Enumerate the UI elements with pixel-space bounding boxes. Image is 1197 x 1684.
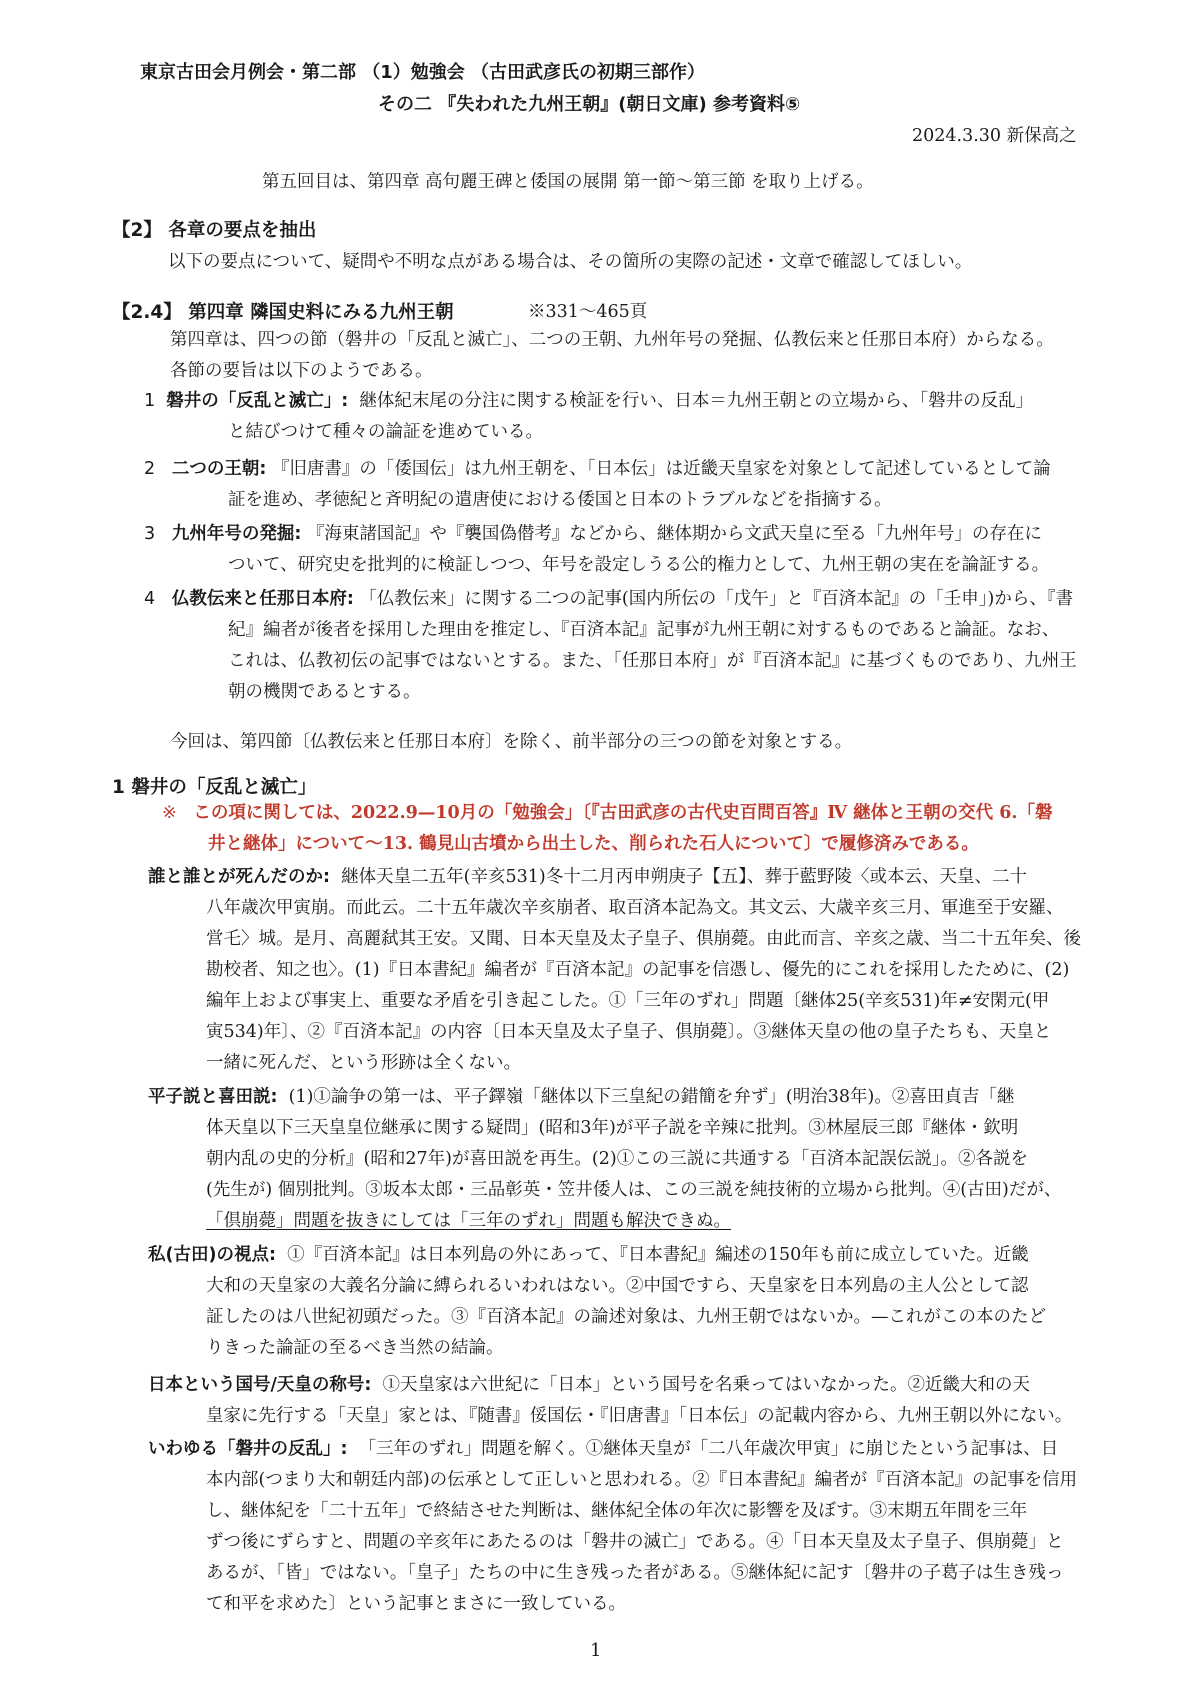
item-label: 九州年号の発掘:	[171, 524, 302, 544]
entry-label: 平子説と喜田説:	[148, 1087, 278, 1107]
entry-line: (先生が) 個別批判。③坂本太郎・三品彰英・笠井倭人は、この三説を純技術的立場から批判。④(古田)だが、	[206, 1180, 1062, 1200]
entry-furuta-view	[148, 1240, 1046, 1364]
header-title-line1: 東京古田会月例会・第二部 （1）勉強会 （古田武彦氏の初期三部作）	[140, 62, 706, 83]
item-3	[144, 519, 1144, 581]
entry-line: 大和の天皇家の大義名分論に縛られるいわれはない。②中国ですら、天皇家を日本列島の主人公として認	[206, 1276, 1029, 1296]
entry-hiraiko-kita	[148, 1082, 1061, 1237]
entry-label: 私(古田)の視点:	[148, 1245, 276, 1265]
entry-line: て和平を求めた〕という記事とまさに一致している。	[206, 1594, 626, 1614]
note-line: この項に関しては、2022.9—10月の「勉強会」〔『古田武彦の古代史百問百答』Ⅳ 継体と王朝の交代 6.「磐	[193, 803, 1053, 823]
item-label: 磐井の「反乱と滅亡」:	[166, 391, 349, 411]
entry-label: いわゆる「磐井の反乱」:	[148, 1439, 348, 1459]
item-1	[144, 386, 1144, 448]
item-line: 継体紀末尾の分注に関する検証を行い、日本＝九州王朝との立場から、「磐井の反乱」	[359, 391, 1034, 411]
section-2-heading: 【2】 各章の要点を抽出	[112, 220, 317, 241]
part-1-note	[162, 798, 1053, 860]
entry-who-died	[148, 862, 1081, 1079]
entry-line: 「三年のずれ」問題を解く。①継体天皇が「二八年歳次甲寅」に崩じたという記事は、日	[358, 1439, 1059, 1459]
item-number: 2	[144, 459, 156, 479]
item-line: と結びつけて種々の論証を進めている。	[228, 422, 543, 442]
item-number: 3	[144, 524, 156, 544]
entry-line: ①天皇家は六世紀に「日本」という国号を名乗ってはいなかった。②近畿大和の天	[382, 1375, 1031, 1395]
entry-line: 証したのは八世紀初頭だった。③『百済本記』の論述対象は、九州王朝ではないか。—これがこの本のたど	[206, 1307, 1046, 1327]
section-24-line: 第四章は、四つの節（磐井の「反乱と滅亡」、二つの王朝、九州年号の発掘、仏教伝来と任那日本府）からなる。	[170, 330, 1054, 350]
entry-label: 誰と誰とが死んだのか:	[148, 867, 330, 887]
section-24-heading: 【2.4】 第四章 隣国史料にみる九州王朝	[112, 302, 454, 323]
entry-line: 本内部(つまり大和朝廷内部)の伝承として正しいと思われる。②『日本書紀』編者が『百済本記』の記事を信用	[206, 1470, 1078, 1490]
item-line: 『海東諸国記』や『襲国偽僣考』などから、継体期から文武天皇に至る「九州年号」の存在に	[306, 524, 1042, 544]
item-label: 仏教伝来と任那日本府:	[171, 589, 354, 609]
section-2-text: 以下の要点について、疑問や不明な点がある場合は、その箇所の実際の記述・文章で確認してほしい。	[168, 252, 973, 272]
entry-line: 皇家に先行する「天皇」家とは、『随書』俀国伝・『旧唐書』「日本伝」の記載内容から、九州王朝以外にない。	[206, 1406, 1073, 1426]
section-24-pages: ※331～465頁	[528, 302, 648, 322]
entry-country-name	[148, 1370, 1072, 1432]
item-line: これは、仏教初伝の記事ではないとする。また、「任那日本府」が『百済本記』に基づくものであり、九州王	[228, 651, 1077, 671]
item-line: 紀』編者が後者を採用した理由を推定し、『百済本記』記事が九州王朝に対するものであると論証。なお、	[228, 620, 1060, 640]
entry-line: りきった論証の至るべき当然の結論。	[206, 1338, 504, 1358]
scope-note: 今回は、第四節〔仏教伝来と任那日本府〕を除く、前半部分の三つの節を対象とする。	[170, 732, 853, 752]
note-line: 井と継体」について～13. 鶴見山古墳から出土した、削られた石人について〕で履修済みである。	[208, 834, 979, 854]
entry-line: 朝内乱の史的分析』(昭和27年)が喜田説を再生。(2)①この三説に共通する「百済本記誤伝説」。②各説を	[206, 1149, 1028, 1169]
item-line: 「仏教伝来」に関する二つの記事(国内所伝の「戊午」と『百済本記』の「壬申」)から、『書	[359, 589, 1074, 609]
item-line: 証を進め、孝徳紀と斉明紀の遣唐使における倭国と日本のトラブルなどを指摘する。	[228, 490, 892, 510]
section-24-line: 各節の要旨は以下のようである。	[170, 361, 433, 381]
entry-line: (1)①論争の第一は、平子鐸嶺「継体以下三皇紀の錯簡を弁ず」(明治38年)。②喜田貞吉「継	[288, 1087, 1015, 1107]
entry-line: 編年上および事実上、重要な矛盾を引き起こした。①「三年のずれ」問題〔継体25(辛亥531)年≠安閑元(甲	[206, 991, 1050, 1011]
item-number: 4	[144, 589, 156, 609]
item-label: 二つの王朝:	[171, 459, 267, 479]
note-mark: ※	[162, 803, 177, 823]
item-number: 1	[144, 391, 156, 411]
part-1-heading: 1 磐井の「反乱と滅亡」	[112, 777, 317, 798]
section-24-intro	[170, 325, 1054, 387]
item-line: 『旧唐書』の「倭国伝」は九州王朝を、「日本伝」は近畿天皇家を対象として記述しているとして論	[271, 459, 1051, 479]
item-2	[144, 454, 1144, 516]
entry-line: ①『百済本記』は日本列島の外にあって、『日本書紀』編述の150年も前に成立していた。近畿	[287, 1245, 1029, 1265]
intro-line: 第五回目は、第四章 高句麗王碑と倭国の展開 第一節～第三節 を取り上げる。	[262, 172, 874, 192]
entry-line: 継体天皇二五年(辛亥531)冬十二月丙申朔庚子【五】、葬于藍野陵〈或本云、天皇、二十	[341, 867, 1027, 887]
entry-line: ずつ後にずらすと、問題の辛亥年にあたるのは「磐井の滅亡」である。④「日本天皇及太子皇子、倶崩薨」と	[206, 1532, 1064, 1552]
entry-label: 日本という国号/天皇の称号:	[148, 1375, 372, 1395]
entry-line: 「倶崩薨」問題を抜きにしては「三年のずれ」問題も解決できぬ。	[206, 1211, 731, 1231]
entry-line: 体天皇以下三天皇皇位継承に関する疑問」(昭和3年)が平子説を辛辣に批判。③林屋辰三郎『継体・欽明	[206, 1118, 1019, 1138]
entry-line: あるが、「皆」ではない。「皇子」たちの中に生き残った者がある。⑤継体紀に記す〔磐井の子葛子は生き残っ	[206, 1563, 1064, 1583]
entry-iwai-rebellion	[148, 1434, 1077, 1620]
entry-line: 八年歳次甲寅崩。而此云。二十五年歳次辛亥崩者、取百済本記為文。其文云、大歳辛亥三月、軍進至于安羅、	[206, 898, 1064, 918]
item-line: 朝の機関であるとする。	[228, 682, 421, 702]
entry-line: し、継体紀を「二十五年」で終結させた判断は、継体紀全体の年次に影響を及ぼす。③末期五年間を三年	[206, 1501, 1028, 1521]
page-number: 1	[590, 1640, 602, 1661]
entry-line: 一緒に死んだ、という形跡は全くない。	[206, 1053, 521, 1073]
item-line: ついて、研究史を批判的に検証しつつ、年号を設定しうる公的権力として、九州王朝の実在を論証する。	[228, 555, 1050, 575]
entry-line: 営乇〉城。是月、高麗弑其王安。又聞、日本天皇及太子皇子、倶崩薨。由此而言、辛亥之歳、当二十五年矣、後	[206, 929, 1081, 949]
entry-line: 勘校者、知之也〉。(1)『日本書紀』編者が『百済本記』の記事を信憑し、優先的にこれを採用したために、(2)	[206, 960, 1070, 980]
item-4	[144, 584, 1144, 708]
header-title-line2: その二 『失われた九州王朝』(朝日文庫) 参考資料⑤	[378, 94, 801, 115]
date-author: 2024.3.30 新保高之	[912, 126, 1077, 146]
entry-line: 寅534)年〕、②『百済本記』の内容〔日本天皇及太子皇子、倶崩薨〕。③継体天皇の他の皇子たちも、天皇と	[206, 1022, 1052, 1042]
